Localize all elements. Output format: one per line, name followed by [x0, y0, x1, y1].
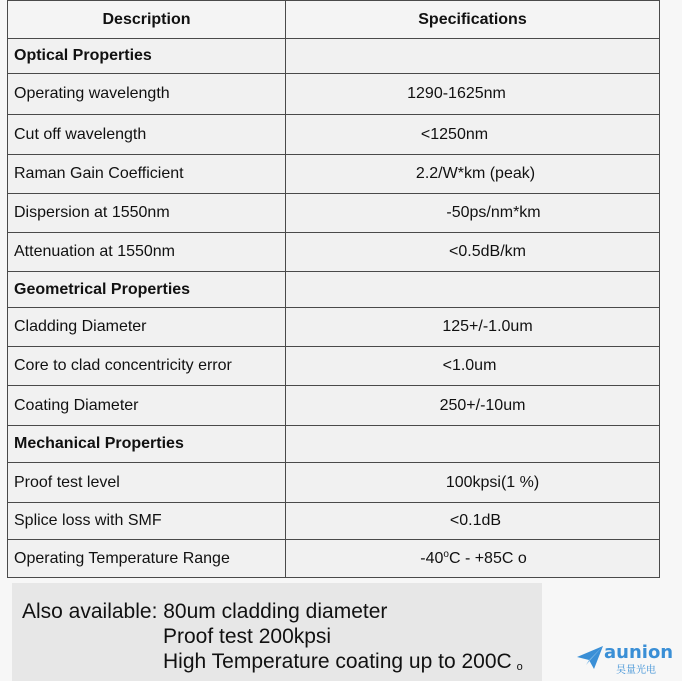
section-title: Geometrical Properties [8, 272, 286, 308]
spec-value [286, 503, 660, 540]
spec-value-text: 100kpsi(1 %) [445, 473, 540, 491]
also-available-line [163, 649, 523, 680]
also-available-text: High Temperature coating up to 200C [163, 650, 512, 673]
degree-sup: o [443, 548, 449, 560]
section-title: Mechanical Properties [8, 426, 286, 463]
table-row [8, 233, 660, 272]
table-row [8, 540, 660, 578]
section-title: Optical Properties [8, 39, 286, 74]
table-row [8, 308, 660, 347]
table-header-row [8, 1, 660, 39]
also-available-box [12, 583, 542, 681]
spec-description: Cladding Diameter [8, 308, 286, 347]
spec-value [286, 155, 660, 194]
spec-description: Operating wavelength [8, 74, 286, 115]
spec-description: Dispersion at 1550nm [8, 194, 286, 233]
spec-description: Operating Temperature Range [8, 540, 286, 578]
spec-value [286, 386, 660, 426]
table-row [8, 463, 660, 503]
spec-value [286, 347, 660, 386]
logo-name: aunion [604, 642, 674, 663]
spec-value-text: 1290-1625nm [407, 85, 506, 102]
description-header: Description [8, 1, 286, 39]
spec-description: Cut off wavelength [8, 115, 286, 155]
spec-value-text: <0.1dB [449, 512, 502, 529]
also-available-line: Also available: 80um cladding diameter [22, 600, 388, 623]
spec-value [286, 74, 660, 115]
spec-description: Raman Gain Coefficient [8, 155, 286, 194]
also-available-tail: o [516, 661, 523, 673]
table-row [8, 194, 660, 233]
spec-value-text: -50ps/nm*km [446, 204, 541, 221]
spec-value-text: 250+/-10um [439, 396, 526, 414]
section-row-geometrical [8, 272, 660, 308]
spec-description: Splice loss with SMF [8, 503, 286, 540]
spec-description: Proof test level [8, 463, 286, 503]
spec-value [286, 308, 660, 347]
spec-value [286, 272, 660, 308]
table-row [8, 155, 660, 194]
spec-value [286, 39, 660, 74]
temp-prefix: -40 [420, 550, 444, 568]
spec-value [286, 540, 660, 578]
spec-value [286, 426, 660, 463]
spec-value [286, 463, 660, 503]
spec-value [286, 115, 660, 155]
logo-subtitle: 昊量光电 [616, 665, 656, 676]
spec-value-text: <0.5dB/km [449, 243, 526, 260]
specifications-table [7, 0, 660, 578]
spec-value [286, 233, 660, 272]
temp-suffix: C - +85C o [448, 550, 527, 568]
section-row-optical [8, 39, 660, 74]
company-logo [576, 641, 676, 675]
spec-value-text: 125+/-1.0um [442, 318, 533, 335]
spec-value [286, 194, 660, 233]
paper-plane-logo-icon [576, 643, 604, 671]
specifications-header: Specifications [286, 1, 660, 39]
spec-value-text: <1.0um [442, 357, 497, 374]
section-row-mechanical [8, 426, 660, 463]
spec-value-text [420, 549, 527, 568]
table-row [8, 347, 660, 386]
spec-value-text: <1250nm [420, 125, 489, 143]
spec-description: Core to clad concentricity error [8, 347, 286, 386]
table-row [8, 386, 660, 426]
table-row [8, 503, 660, 540]
table-row [8, 74, 660, 115]
spec-description: Attenuation at 1550nm [8, 233, 286, 272]
spec-description: Coating Diameter [8, 386, 286, 426]
spec-value-text: 2.2/W*km (peak) [415, 165, 536, 182]
table-row [8, 115, 660, 155]
also-available-line: Proof test 200kpsi [163, 625, 332, 648]
